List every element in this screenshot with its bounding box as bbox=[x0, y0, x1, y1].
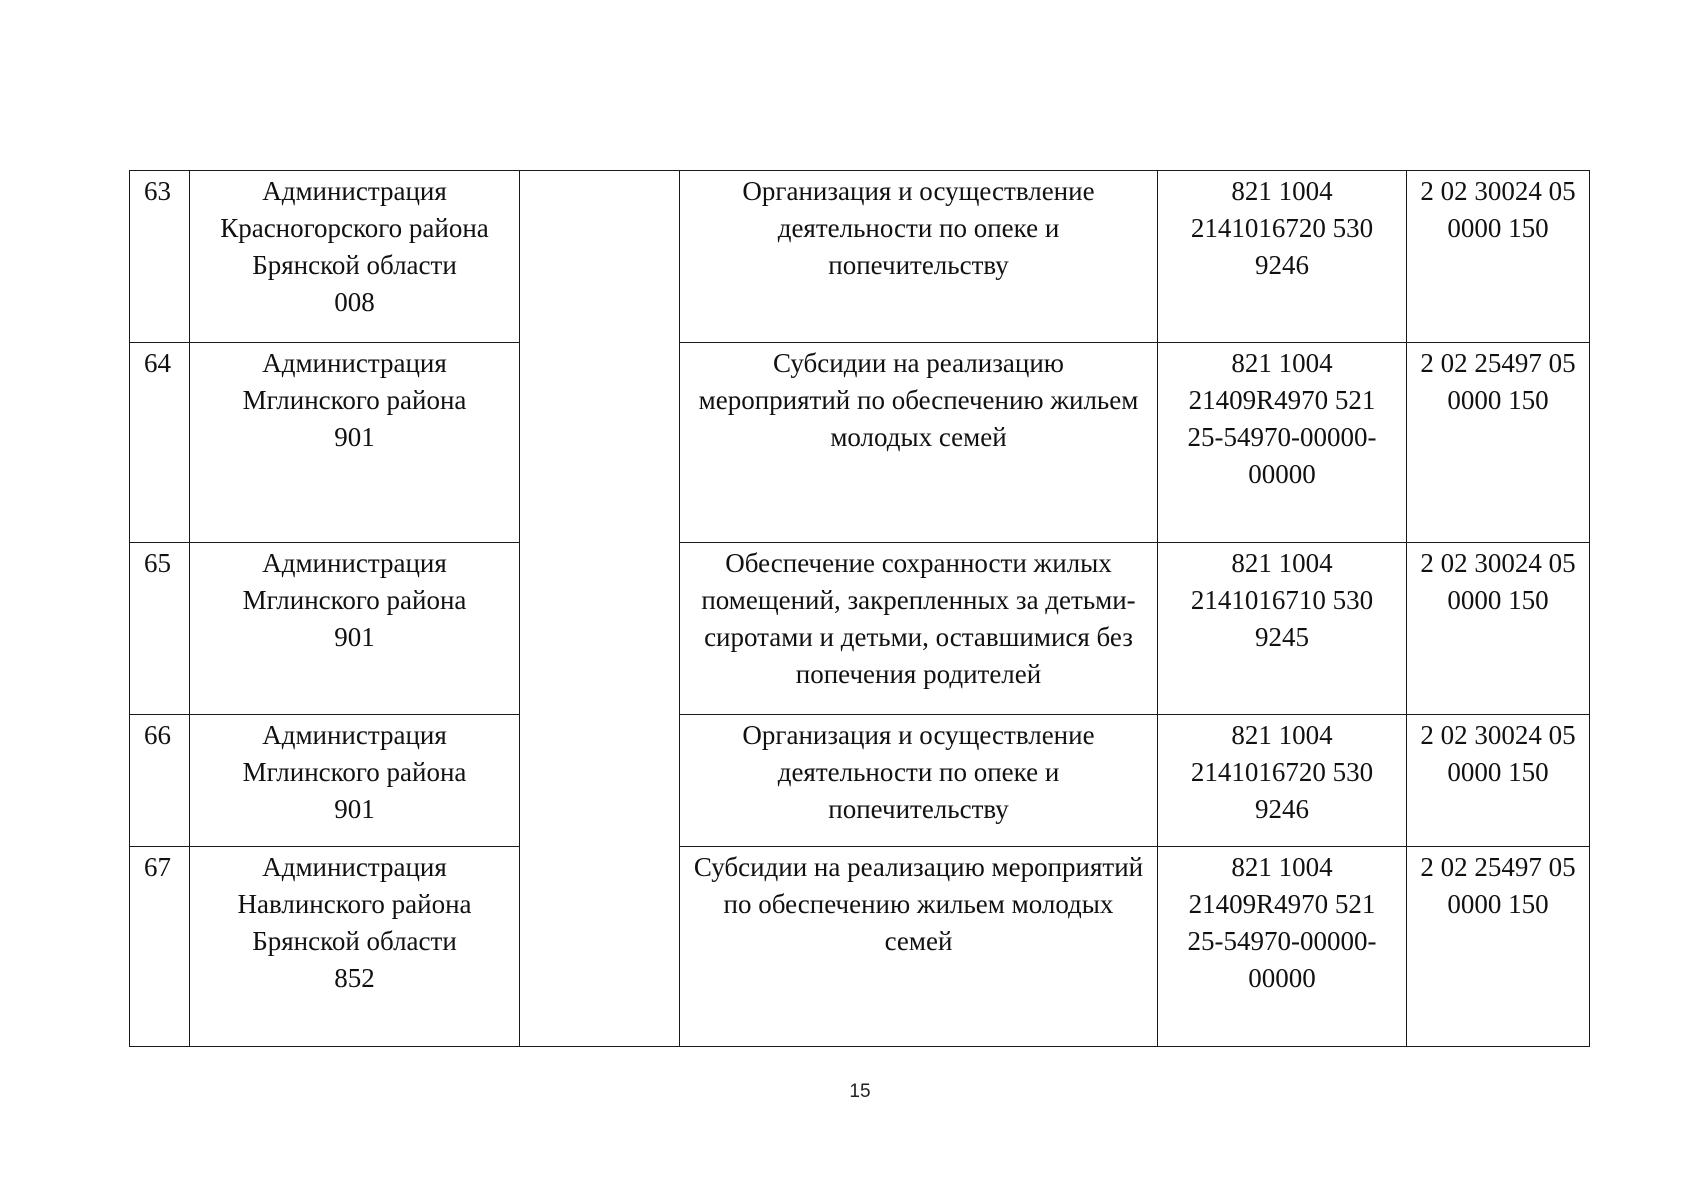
organization-cell: Администрация Мглинского района 901 bbox=[190, 343, 520, 543]
table-row bbox=[130, 343, 1590, 543]
table-row bbox=[130, 543, 1590, 715]
purpose-cell: Обеспечение сохранности жилых помещений, закрепленных за детьми- сиротами и детьми, оставшимися без попечения родителей bbox=[680, 543, 1158, 715]
table-row bbox=[130, 171, 1590, 343]
row-number: 63 bbox=[130, 171, 190, 343]
table-row bbox=[130, 847, 1590, 1047]
empty-column-cell bbox=[520, 171, 680, 343]
budget-code-cell: 821 1004 21409R4970 521 25-54970-00000- 00000 bbox=[1158, 847, 1407, 1047]
budget-code-cell: 821 1004 2141016720 530 9246 bbox=[1158, 171, 1407, 343]
income-code-cell: 2 02 25497 05 0000 150 bbox=[1407, 343, 1590, 543]
row-number: 64 bbox=[130, 343, 190, 543]
page-number: 15 bbox=[849, 1081, 871, 1102]
allocation-table bbox=[129, 170, 1590, 1047]
empty-column-cell bbox=[520, 847, 680, 1047]
organization-cell: Администрация Мглинского района 901 bbox=[190, 715, 520, 847]
empty-column-cell bbox=[520, 343, 680, 543]
purpose-cell: Субсидии на реализацию мероприятий по обеспечению жильем молодых семей bbox=[680, 847, 1158, 1047]
income-code-cell: 2 02 30024 05 0000 150 bbox=[1407, 543, 1590, 715]
income-code-cell: 2 02 25497 05 0000 150 bbox=[1407, 847, 1590, 1047]
row-number: 67 bbox=[130, 847, 190, 1047]
purpose-cell: Организация и осуществление деятельности по опеке и попечительству bbox=[680, 171, 1158, 343]
row-number: 65 bbox=[130, 543, 190, 715]
purpose-cell: Организация и осуществление деятельности по опеке и попечительству bbox=[680, 715, 1158, 847]
row-number: 66 bbox=[130, 715, 190, 847]
income-code-cell: 2 02 30024 05 0000 150 bbox=[1407, 715, 1590, 847]
organization-cell: Администрация Мглинского района 901 bbox=[190, 543, 520, 715]
empty-column-cell bbox=[520, 715, 680, 847]
income-code-cell: 2 02 30024 05 0000 150 bbox=[1407, 171, 1590, 343]
budget-code-cell: 821 1004 21409R4970 521 25-54970-00000- 00000 bbox=[1158, 343, 1407, 543]
purpose-cell: Субсидии на реализацию мероприятий по обеспечению жильем молодых семей bbox=[680, 343, 1158, 543]
empty-column-cell bbox=[520, 543, 680, 715]
organization-cell: Администрация Красногорского района Брянской области 008 bbox=[190, 171, 520, 343]
budget-code-cell: 821 1004 2141016710 530 9245 bbox=[1158, 543, 1407, 715]
budget-code-cell: 821 1004 2141016720 530 9246 bbox=[1158, 715, 1407, 847]
table-row bbox=[130, 715, 1590, 847]
organization-cell: Администрация Навлинского района Брянской области 852 bbox=[190, 847, 520, 1047]
